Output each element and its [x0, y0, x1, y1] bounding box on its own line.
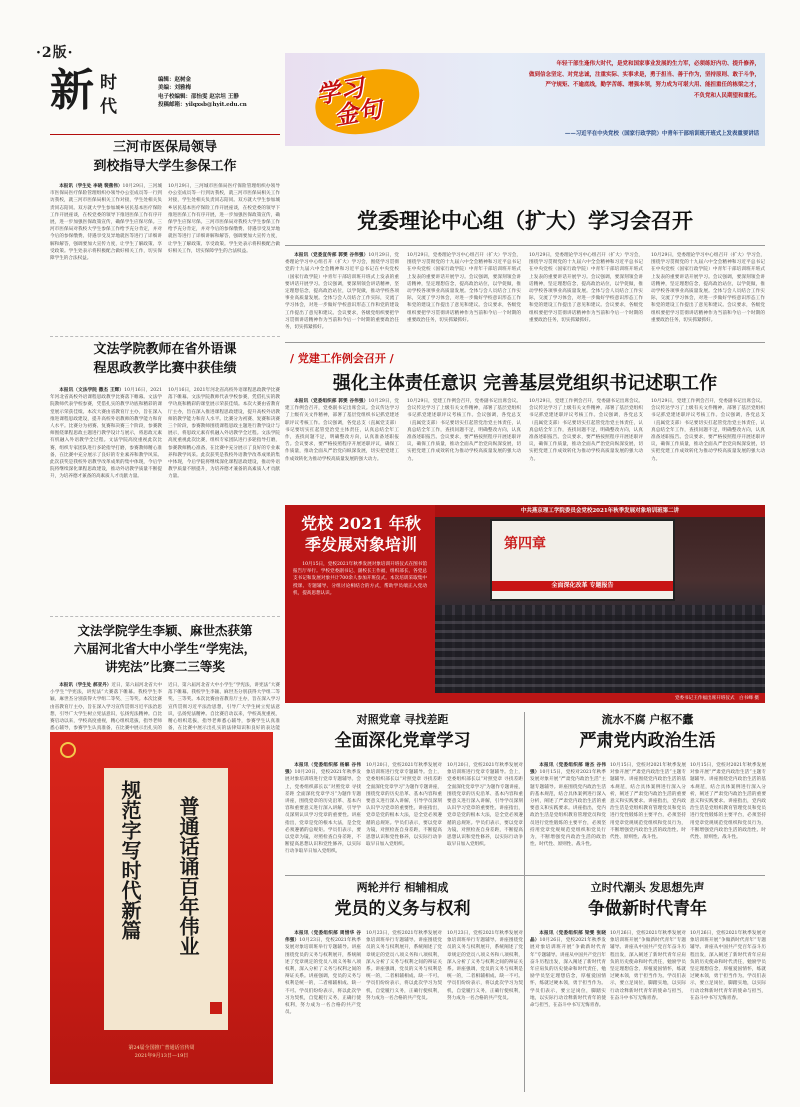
- poster-col-2: 普通话诵百年伟业: [176, 796, 200, 956]
- photo-screen-bar: [435, 505, 765, 517]
- a1-text: 10月29日，三河城市医保局医疗保险管理组织办领导办公室成员等一行到访我校，就三河市医保局相关工作对接，学生处相关负责同志陪同。双方就大学生参加城乡居民基本医疗保险工作开展座谈，在校党委的领导下推进医保工作有序开展，进一步加强医保政策宣传，确保学生应保尽保。三河市医保局对我校大学生参保工作给予充分肯定，并对今后的参保缴费、待遇享受及异地就医等进行了详细讲解和解答，强调要加大宣传力度，让学生了解政策、享受政策。学生处表示将积极配合做好相关工作，切实保障学生的合法权益。: [50, 184, 162, 262]
- a8-body-2: [366, 930, 442, 1092]
- a7-text-cont: 10月15日，党校对2021年秋季发展对象开展“严肃党内政治生活”主题专题辅导。讲座围绕党内政治生活的基本规范，结合具体案例进行深入分析，阐述了严肃党内政治生活的重要意义和实践要求。讲座指出，党内政治生活是党组织教育管理党员和党员进行党性锻炼的主要平台，必须坚持用党章党规规范党组织和党员行为，不断增强党内政治生活的政治性、时代性、原则性、战斗性。: [690, 763, 766, 841]
- a8-title-2: 党员的义务与权利: [334, 899, 471, 919]
- a7-body-3: [690, 762, 766, 870]
- quote-line: 不负党和人民期望和重托。: [693, 92, 760, 99]
- a7-body-2: [610, 762, 686, 870]
- a3-body-2: [407, 398, 521, 500]
- a2-text-cont: 10月29日，党委理论学习中心组召开（扩大）学习会，围绕学习贯彻党的十九届六中全会精神和习近平总书记在中央党校（国家行政学院）中青年干部培训班开班式上发表的重要讲话开展学习。会议强调，要深刻领会讲话精神，坚定理想信念，提高政治站位，以学促做，推动学校各项事业高质量发展。全体与会人员结合工作实际，交流了学习体会，对进一步做好学校意识形态工作和党的建设工作提出了意见和建议。会议要求，各级党组织要把学习贯彻讲话精神作为当前和今后一个时期的重要政治任务，切实抓紧抓好。: [651, 253, 765, 323]
- a8-text-cont: 10月23日，党校2021年秋季发展对象培训班举行专题辅导。讲座围绕党员的义务与权利展开，系统阐述了党章规定的党员八项义务和八项权利，深入分析了义务与权利之间的辩证关系。讲座强调，党员的义务与权利是统一的，二者相辅相成、缺一不可。学员们纷纷表示，将以此次学习为契机，自觉履行义务，正确行使权利，努力成为一名合格的共产党员。: [366, 931, 442, 1001]
- a8-text-cont: 10月23日，党校2021年秋季发展对象培训班举行专题辅导。讲座围绕党员的义务与权利展开，系统阐述了党章规定的党员八项义务和八项权利，深入分析了义务与权利之间的辩证关系。讲座强调，党员的义务与权利是统一的，二者相辅相成、缺一不可。学员们纷纷表示，将以此次学习为契机，自觉履行义务，正确行使权利，努力成为一名合格的共产党员。: [447, 931, 523, 1001]
- article-title: [50, 138, 280, 176]
- a4-title-2: 程思政教学比赛中获佳绩: [93, 361, 237, 376]
- a3-body-4: [651, 398, 765, 500]
- quote-line: 严守规矩、不逾底线，勤学苦练、增强本领，努力成为可堪大用、能担重任的栋梁之才，: [545, 82, 760, 89]
- a8-body-1: [285, 930, 361, 1092]
- a7-title-2: 严肃党内政治生活: [579, 731, 716, 751]
- a4-body-1: [50, 387, 162, 609]
- a8-title: [285, 880, 520, 922]
- badge-xuexi: 学习: [313, 72, 367, 110]
- a5-body-2: [168, 682, 280, 732]
- a3-title: 强化主体责任意识 完善基层党组织书记述职工作: [332, 373, 718, 394]
- screen-badge: 第四章: [504, 536, 546, 552]
- a6-text-cont: 10月20日，党校2021年秋季发展对象培训班进行党章专题辅导。会上，党委组织部长以“对照党章 寻找差距 全面深化党章学习”为题作专题讲座，围绕党章的历史沿革、基本内容和重要意义进行深入讲解，引导学员深刻认识学习党章的重要性。讲座指出，党章是党的根本大法，是全党必须遵循的总规矩。学员们表示，要以党章为镜，对照检查自身差距，不断提高思想认识和党性修养，以实际行动争取早日加入党组织。: [366, 763, 442, 848]
- masthead: [50, 64, 140, 122]
- a7-text: 10月15日，党校对2021年秋季发展对象开展“严肃党内政治生活”主题专题辅导。讲座围绕党内政治生活的基本规范，结合具体案例进行深入分析，阐述了严肃党内政治生活的重要意义和实践要求。讲座指出，党内政治生活是党组织教育管理党员和党员进行党性锻炼的主要平台，必须坚持用党章党规规范党组织和党员行为，不断增强党内政治生活的政治性、时代性、原则性、战斗性。: [530, 770, 606, 848]
- poster-foot: [50, 1044, 273, 1060]
- a9-body-2: [610, 930, 686, 1092]
- badge-jinju: 金句: [331, 93, 385, 131]
- photo-screen-bar-text: 中共燕京理工学院委员会党校2021年秋季发展对象培训班第二讲: [520, 508, 680, 514]
- putonghua-poster: [50, 732, 273, 1084]
- a5-title-1: 文法学院学生李颖、麻世杰获第: [77, 623, 253, 638]
- training-title-1: 党校 2021 年秋: [301, 514, 421, 533]
- a4-text-cont: 10月16日，2021年河北省高校外语课程思政教学比赛落下帷幕。文法学院教师代表学校参赛，凭借扎实的教学功底和精彩的课堂展示荣获佳绩。本次大赛由省教育厅主办，旨在深入推进课程思政建设，提升高校外语教师的教学能力和育人水平。比赛分为初赛、复赛和决赛三个阶段，参赛教师围绕课程思政主题进行教学设计与展示，将思政元素有机融入外语教学全过程。文法学院高度重视此次比赛，组织专家团队进行多轮指导打磨，参赛教师精心准备，在比赛中充分展示了良好的专业素养和教学风采。此次获奖是我校外语教学改革成果的集中体现，今后学院将继续深化课程思政建设，推动外语教学质量不断提升，为培养德才兼备的高素质人才贡献力量。: [168, 388, 280, 480]
- a5-lead: 本报讯（学生处 郝亚丹）: [59, 683, 112, 688]
- a8-body-3: [447, 930, 523, 1092]
- a2-body-1: [285, 252, 399, 338]
- a4-text: 10月16日，2021年河北省高校外语课程思政教学比赛落下帷幕。文法学院教师代表学校参赛，凭借扎实的教学功底和精彩的课堂展示荣获佳绩。本次大赛由省教育厅主办，旨在深入推进课程思政建设，提升高校外语教师的教学能力和育人水平。比赛分为初赛、复赛和决赛三个阶段，参赛教师围绕课程思政主题进行教学设计与展示，将思政元素有机融入外语教学全过程。文法学院高度重视此次比赛，组织专家团队进行多轮指导打磨，参赛教师精心准备，在比赛中充分展示了良好的专业素养和教学风采。此次获奖是我校外语教学改革成果的集中体现，今后学院将继续深化课程思政建设，推动外语教学质量不断提升，为培养德才兼备的高素质人才贡献力量。: [50, 388, 162, 480]
- a6-body-3: [447, 762, 523, 870]
- quote-line: 年轻干部生逢伟大时代，是党和国家事业发展的生力军，必须练好内功、提升修养，: [556, 61, 760, 67]
- a3-kicker: / 党建工作例会召开 /: [290, 352, 394, 365]
- a4-title: [50, 340, 280, 378]
- a9-body-1: [530, 930, 606, 1092]
- a2-body-4: [651, 252, 765, 338]
- a1-title-1: 三河市医保局领导: [112, 140, 217, 155]
- training-banner: [285, 505, 765, 703]
- a3-text-cont: 10月29日，党建工作例会召开，党委副书记出席会议。会议传达学习了上级有关文件精神，部署了基层党组织书记抓党建述职评议考核工作。会议强调，各党总支（直属党支部）书记要切实扛起管党治党主体责任，认真总结全年工作，查找问题不足，明确整改方向，认真准备述职报告。会议要求，要严格按照程序开展述职评议，确保工作质量，推动全面从严治党向纵深发展，切实把党建工作成效转化为推动学校高质量发展的强大动力。: [529, 399, 643, 462]
- masthead-designer: 美编：刘雅梅: [158, 85, 192, 92]
- a5-title-3: 讲宪法”比赛二三等奖: [105, 659, 225, 674]
- a5-title-2: 六届河北省大中小学生“学宪法，: [73, 641, 257, 656]
- a9-title-1: 立时代潮头 发思想先声: [590, 881, 705, 894]
- poster-col-1: 规范字写时代新篇: [118, 780, 142, 940]
- a5-text: 近日，第六届河北省大中小学生“学宪法，讲宪法”大赛落下帷幕。我校学生李颖、麻世杰分别获得大学组二等奖、三等奖。本次比赛由省教育厅主办，旨在深入学习宣传贯彻习近平法治思想，引导广大学生树立宪法意识，弘扬宪法精神。自比赛启动以来，学校高度重视，精心组织选拔，指导老师悉心辅导，参赛学生认真准备，在比赛中展示出扎实的: [50, 683, 162, 732]
- masthead-editor: 编辑：赵树金: [158, 77, 192, 83]
- masthead-char-xin: 新: [50, 65, 94, 116]
- masthead-char-dai: 代: [100, 97, 117, 117]
- a2-lead: 本报讯（党委宣传部 郭雯 谷伟强）: [294, 253, 369, 258]
- photo-audience-heads: [435, 615, 765, 693]
- a8-title-1: 两轮并行 相辅相成: [356, 881, 449, 894]
- a4-lead: 本报讯（文法学院 撒杰 王辉）: [59, 388, 125, 393]
- a6-title-1: 对照党章 寻找差距: [356, 713, 449, 726]
- a3-text: 10月29日，党建工作例会召开，党委副书记出席会议。会议传达学习了上级有关文件精神，部署了基层党组织书记抓党建述职评议考核工作。会议强调，各党总支（直属党支部）书记要切实扛起管党治党主体责任，认真总结全年工作，查找问题不足，明确整改方向，认真准备述职报告。会议要求，要严格按照程序开展述职评议，确保工作质量，推动全面从严治党向纵深发展，切实把党建工作成效转化为推动学校高质量发展的强大动力。: [285, 399, 399, 462]
- a9-text: 10月26日，党校2021年秋季发展对象培训班开展“争做新时代青年”专题辅导。讲座从中国共产党百年奋斗历程出发，深入阐述了新时代青年应肩负的历史使命和时代责任，勉励学员坚定理想信念，厚植爱国情怀，练就过硬本领，勇于担当作为。学员们表示，要立足岗位，脚踏实地，以实际行动诠释新时代青年的使命与担当，在奋斗中书写无悔青春。: [530, 938, 606, 1009]
- a6-lead: 本报讯（党委组织部 杨解 谷伟强）: [285, 763, 361, 776]
- photo-screen: [490, 519, 675, 601]
- a3-body-3: [529, 398, 643, 500]
- training-photo: [435, 505, 765, 693]
- a4-body-2: [168, 387, 280, 609]
- a7-title-1: 流水不腐 户枢不蠹: [601, 713, 694, 726]
- masthead-proof: 电子校编辑：邵怡雯 赵宗坦 王静: [158, 93, 239, 100]
- a6-title-2: 全面深化党章学习: [334, 731, 471, 751]
- poster-foot-2: 2021年9月13日—19日: [134, 1053, 189, 1059]
- screen-stage: 全面深化改革 专题报告: [492, 581, 673, 591]
- a9-text-cont: 10月26日，党校2021年秋季发展对象培训班开展“争做新时代青年”专题辅导。讲座从中国共产党百年奋斗历程出发，深入阐述了新时代青年应肩负的历史使命和时代责任，勉励学员坚定理想信念，厚植爱国情怀，练就过硬本领，勇于担当作为。学员们表示，要立足岗位，脚踏实地，以实际行动诠释新时代青年的使命与担当，在奋斗中书写无悔青春。: [690, 931, 766, 1001]
- a7-body-1: [530, 762, 606, 870]
- a1-body-col2: [168, 183, 280, 313]
- a1-title-2: 到校指导大学生参保工作: [93, 159, 237, 174]
- a6-text-cont: 10月20日，党校2021年秋季发展对象培训班进行党章专题辅导。会上，党委组织部长以“对照党章 寻找差距 全面深化党章学习”为题作专题讲座，围绕党章的历史沿革、基本内容和重要意义进行深入讲解，引导学员深刻认识学习党章的重要性。讲座指出，党章是党的根本大法，是全党必须遵循的总规矩。学员们表示，要以党章为镜，对照检查自身差距，不断提高思想认识和党性修养，以实际行动争取早日加入党组织。: [447, 763, 523, 848]
- a1-lead: 本报讯（学生处 李晓 裴燕伟）: [59, 184, 123, 189]
- a6-body-2: [366, 762, 442, 870]
- a2-text-cont: 10月29日，党委理论学习中心组召开（扩大）学习会，围绕学习贯彻党的十九届六中全会精神和习近平总书记在中央党校（国家行政学院）中青年干部培训班开班式上发表的重要讲话开展学习。会议强调，要深刻领会讲话精神，坚定理想信念，提高政治站位，以学促做，推动学校各项事业高质量发展。全体与会人员结合工作实际，交流了学习体会，对进一步做好学校意识形态工作和党的建设工作提出了意见和建议。会议要求，各级党组织要把学习贯彻讲话精神作为当前和今后一个时期的重要政治任务，切实抓紧抓好。: [407, 253, 521, 323]
- a7-title: [530, 712, 765, 754]
- a1-text-cont: 10月29日，三河城市医保局医疗保险管理组织办领导办公室成员等一行到访我校，就三河市医保局相关工作对接，学生处相关负责同志陪同。双方就大学生参加城乡居民基本医疗保险工作开展座谈，在校党委的领导下推进医保工作有序开展，进一步加强医保政策宣传，确保学生应保尽保。三河市医保局对我校大学生参保工作给予充分肯定，并对今后的参保缴费、待遇享受及异地就医等进行了详细讲解和解答，强调要加大宣传力度，让学生了解政策、享受政策。学生处表示将积极配合做好相关工作，切实保障学生的合法权益。: [168, 184, 280, 254]
- a3-lead: 本报讯（党委组织部 郭雯 谷伟强）: [294, 399, 369, 404]
- a3-text-cont: 10月29日，党建工作例会召开，党委副书记出席会议。会议传达学习了上级有关文件精神，部署了基层党组织书记抓党建述职评议考核工作。会议强调，各党总支（直属党支部）书记要切实扛起管党治党主体责任，认真总结全年工作，查找问题不足，明确整改方向，认真准备述职报告。会议要求，要严格按照程序开展述职评议，确保工作质量，推动全面从严治党向纵深发展，切实把党建工作成效转化为推动学校高质量发展的强大动力。: [407, 399, 521, 462]
- edition-label: ·2版·: [36, 45, 74, 61]
- poster-seal: [210, 1002, 222, 1014]
- a9-text-cont: 10月26日，党校2021年秋季发展对象培训班开展“争做新时代青年”专题辅导。讲座从中国共产党百年奋斗历程出发，深入阐述了新时代青年应肩负的历史使命和时代责任，勉励学员坚定理想信念，厚植爱国情怀，练就过硬本领，勇于担当作为。学员们表示，要立足岗位，脚踏实地，以实际行动诠释新时代青年的使命与担当，在奋斗中书写无悔青春。: [610, 931, 686, 1001]
- a2-text-cont: 10月29日，党委理论学习中心组召开（扩大）学习会，围绕学习贯彻党的十九届六中全会精神和习近平总书记在中央党校（国家行政学院）中青年干部培训班开班式上发表的重要讲话开展学习。会议强调，要深刻领会讲话精神，坚定理想信念，提高政治站位，以学促做，推动学校各项事业高质量发展。全体与会人员结合工作实际，交流了学习体会，对进一步做好学校意识形态工作和党的建设工作提出了意见和建议。会议要求，各级党组织要把学习贯彻讲话精神作为当前和今后一个时期的重要政治任务，切实抓紧抓好。: [529, 253, 643, 323]
- masthead-char-shi: 时: [100, 73, 117, 93]
- a6-text: 10月20日，党校2021年秋季发展对象培训班进行党章专题辅导。会上，党委组织部长以“对照党章 寻找差距 全面深化党章学习”为题作专题讲座，围绕党章的历史沿革、基本内容和重要意义进行深入讲解，引导学员深刻认识学习党章的重要性。讲座指出，党章是党的根本大法，是全党必须遵循的总规矩。学员们表示，要以党章为镜，对照检查自身差距，不断提高思想认识和党性修养，以实际行动争取早日加入党组织。: [285, 770, 361, 855]
- a5-title: [50, 622, 280, 676]
- poster-foot-1: 第24届全国推广普通话宣传周: [128, 1045, 195, 1051]
- a5-text-cont: 近日，第六届河北省大中小学生“学宪法，讲宪法”大赛落下帷幕。我校学生李颖、麻世杰分别获得大学组二等奖、三等奖。本次比赛由省教育厅主办，旨在深入学习宣传贯彻习近平法治思想，引导广大学生树立宪法意识，弘扬宪法精神。自比赛启动以来，学校高度重视，精心组织选拔，指导老师悉心辅导，参赛学生认真准备，在比赛中展示出扎实的法律知识和良好的表达能: [168, 683, 280, 732]
- a6-body-1: [285, 762, 361, 870]
- a8-text: 10月23日，党校2021年秋季发展对象培训班举行专题辅导。讲座围绕党员的义务与权利展开，系统阐述了党章规定的党员八项义务和八项权利，深入分析了义务与权利之间的辩证关系。讲座强调，党员的义务与权利是统一的，二者相辅相成、缺一不可。学员们纷纷表示，将以此次学习为契机，自觉履行义务，正确行使权利，努力成为一名合格的共产党员。: [285, 938, 361, 1016]
- a2-body-3: [529, 252, 643, 338]
- a2-title: 党委理论中心组（扩大）学习会召开: [357, 208, 693, 233]
- xuexi-jinju-badge: [314, 73, 383, 131]
- a5-body-1: [50, 682, 162, 732]
- a3-text-cont: 10月29日，党建工作例会召开，党委副书记出席会议。会议传达学习了上级有关文件精神，部署了基层党组织书记抓党建述职评议考核工作。会议强调，各党总支（直属党支部）书记要切实扛起管党治党主体责任，认真总结全年工作，查找问题不足，明确整改方向，认真准备述职报告。会议要求，要严格按照程序开展述职评议，确保工作质量，推动全面从严治党向纵深发展，切实把党建工作成效转化为推动学校高质量发展的强大动力。: [651, 399, 765, 462]
- training-title-2: 季发展对象培训: [304, 535, 417, 554]
- quote-attribution: ——习近平在中央党校（国家行政学院）中青年干部培训班开班式上发表重要讲话: [564, 131, 759, 137]
- a9-body-3: [690, 930, 766, 1092]
- training-caption: 党委书记王作福出席开班仪式 白书峰 摄: [674, 696, 759, 701]
- quote-lines: [425, 59, 760, 101]
- a8-lead: 本报讯（党委组织部 周惜华 谷伟强）: [285, 931, 361, 944]
- a2-text: 10月29日，党委理论学习中心组召开（扩大）学习会，围绕学习贯彻党的十九届六中全会精神和习近平总书记在中央党校（国家行政学院）中青年干部培训班开班式上发表的重要讲话开展学习。会议强调，要深刻领会讲话精神，坚定理想信念，提高政治站位，以学促做，推动学校各项事业高质量发展。全体与会人员结合工作实际，交流了学习体会，对进一步做好学校意识形态工作和党的建设工作提出了意见和建议。会议要求，各级党组织要把学习贯彻讲话精神作为当前和今后一个时期的重要政治任务，切实抓紧抓好。: [285, 253, 399, 331]
- a9-lead: 本报讯（党委组织部 梁雯 张晓晶）: [530, 931, 606, 944]
- a7-lead: 本报讯（党委组织部 谢杰 谷伟强）: [530, 763, 606, 776]
- masthead-email: 投稿邮箱：yilqxsb@hyit.edu.cn: [158, 102, 247, 109]
- training-title: [293, 513, 429, 555]
- quote-line: 做到信念坚定、对党忠诚，注重实际、实事求是，勇于担当、善于作为，坚持原则、敢于斗争，: [528, 71, 760, 78]
- a9-title: [530, 880, 765, 922]
- a6-title: [285, 712, 520, 754]
- a4-title-1: 文法学院教师在省外语课: [93, 342, 237, 357]
- a7-text-cont: 10月15日，党校对2021年秋季发展对象开展“严肃党内政治生活”主题专题辅导。讲座围绕党内政治生活的基本规范，结合具体案例进行深入分析，阐述了严肃党内政治生活的重要意义和实践要求。讲座指出，党内政治生活是党组织教育管理党员和党员进行党性锻炼的主要平台，必须坚持用党章党规规范党组织和党员行为，不断增强党内政治生活的政治性、时代性、原则性、战斗性。: [610, 763, 686, 841]
- masthead-staff: [158, 76, 276, 110]
- poster-emblem: [60, 742, 76, 758]
- a1-body: [50, 183, 162, 313]
- a9-title-2: 争做新时代青年: [588, 899, 707, 919]
- a3-body-1: [285, 398, 399, 500]
- training-body: 10月15日，党校2021年秋季发展对象培训开班仪式在图书馆报告厅举行。学校党委副书记、副校长王作福，组织部长、各党总支书记和发展对象共计700余人参加开班仪式。本次培训采取集中授课、专题辅导、分组讨论相结合的方式，帮助学员端正入党动机，提高思想认识。: [293, 562, 427, 596]
- a2-body-2: [407, 252, 521, 338]
